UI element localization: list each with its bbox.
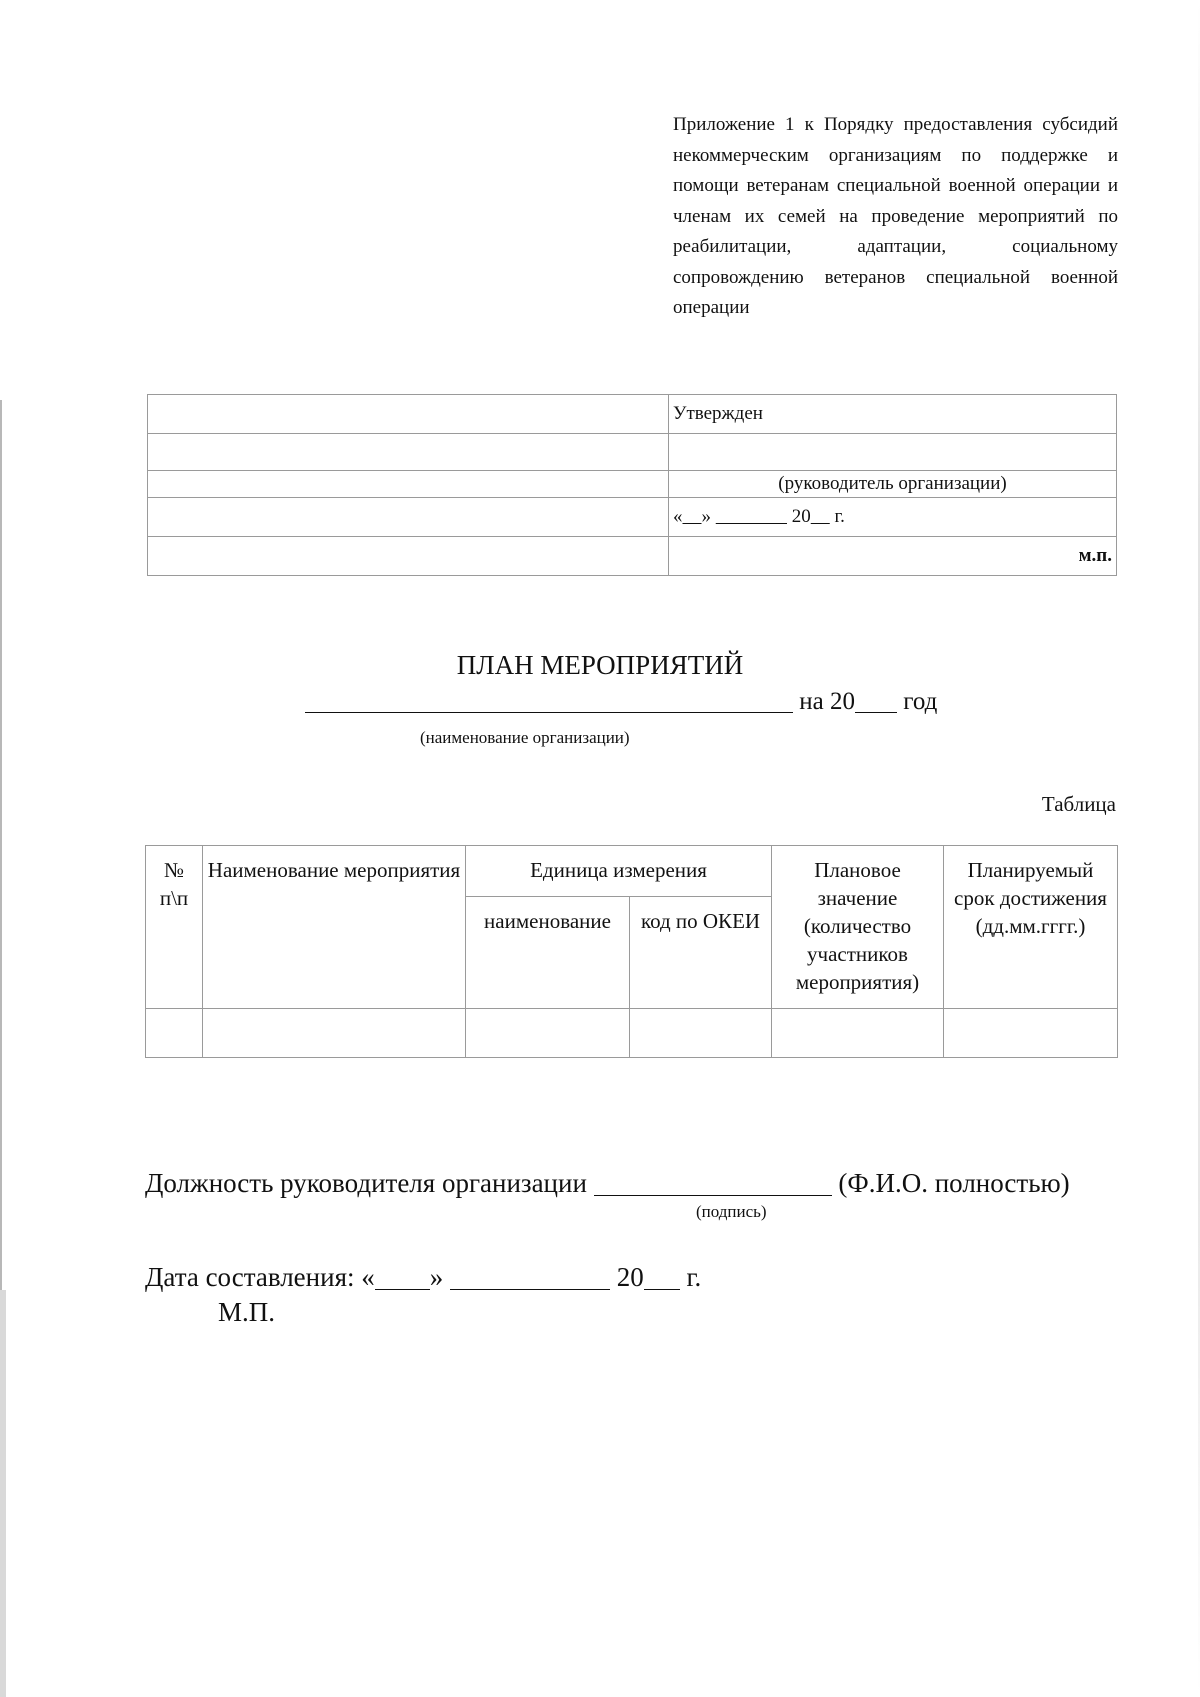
- header-num: № п\п: [146, 846, 203, 1009]
- year-blank: [855, 688, 897, 713]
- table-row: [146, 1009, 1118, 1058]
- approval-head-note: (руководитель организации): [669, 471, 1117, 498]
- table-cell: [466, 1009, 630, 1058]
- approval-date-open: «: [673, 506, 683, 527]
- approval-empty-cell: [148, 395, 669, 434]
- table-cell: [630, 1009, 772, 1058]
- table-cell: [203, 1009, 466, 1058]
- signature-line: [145, 1168, 1070, 1199]
- plan-year-word: год: [903, 688, 938, 715]
- month-blank: [450, 1263, 610, 1290]
- stamp-label: М.П.: [218, 1297, 276, 1327]
- date-year-suffix: г.: [686, 1262, 702, 1292]
- table-cell: [772, 1009, 944, 1058]
- header-term: Планируемый срок достижения (дд.мм.гггг.): [944, 846, 1118, 1009]
- approval-year-suffix: г.: [834, 506, 845, 527]
- approval-signature-cell: [669, 434, 1117, 471]
- org-name-note: (наименование организации): [420, 728, 630, 747]
- day-blank: [375, 1263, 430, 1290]
- approval-empty-cell: [148, 537, 669, 576]
- approval-date-close: »: [701, 506, 711, 527]
- header-unit: Единица измерения: [466, 846, 772, 897]
- events-table: [145, 845, 1118, 1058]
- approval-date: [669, 498, 1117, 537]
- header-plan-value: Плановое значение (количество участников мероприятия): [772, 846, 944, 1009]
- header-unit-code: код по ОКЕИ: [630, 897, 772, 1009]
- plan-title: ПЛАН МЕРОПРИЯТИЙ: [456, 650, 744, 680]
- table-cell: [944, 1009, 1118, 1058]
- header-unit-name: наименование: [466, 897, 630, 1009]
- signature-fio: (Ф.И.О. полностью): [838, 1168, 1070, 1198]
- plan-on-year: на 20: [799, 688, 855, 715]
- signature-blank: [594, 1169, 832, 1196]
- approval-empty-cell: [148, 434, 669, 471]
- date-close: »: [429, 1262, 444, 1292]
- table-label: Таблица: [1041, 792, 1116, 816]
- approval-empty-cell: [148, 471, 669, 498]
- approval-title: Утвержден: [669, 395, 1117, 434]
- date-label: Дата составления: «: [145, 1262, 375, 1292]
- approval-empty-cell: [148, 498, 669, 537]
- org-name-blank: [305, 688, 793, 713]
- date-line: [145, 1262, 701, 1293]
- scan-edge-left-shadow: [0, 1290, 6, 1697]
- signature-note: (подпись): [696, 1202, 767, 1221]
- plan-subtitle: [305, 688, 937, 716]
- approval-year-prefix: 20: [791, 506, 811, 527]
- table-cell: [146, 1009, 203, 1058]
- header-event-name: Наименование мероприятия: [203, 846, 466, 1009]
- approval-block: [147, 394, 1117, 576]
- appendix-note: Приложение 1 к Порядку предоставления субсидий некоммерческим организациям по поддержке и помощи ветеранам специальной военной операции и членам их семей на проведение мероприятий по реабилитации, адаптации, социальному сопровождению ветеранов специальной военной операции: [673, 114, 1118, 318]
- signature-position: Должность руководителя организации: [145, 1168, 587, 1198]
- date-year-prefix: 20: [616, 1262, 644, 1292]
- year-blank-2: [644, 1263, 680, 1290]
- approval-stamp: м.п.: [669, 537, 1117, 576]
